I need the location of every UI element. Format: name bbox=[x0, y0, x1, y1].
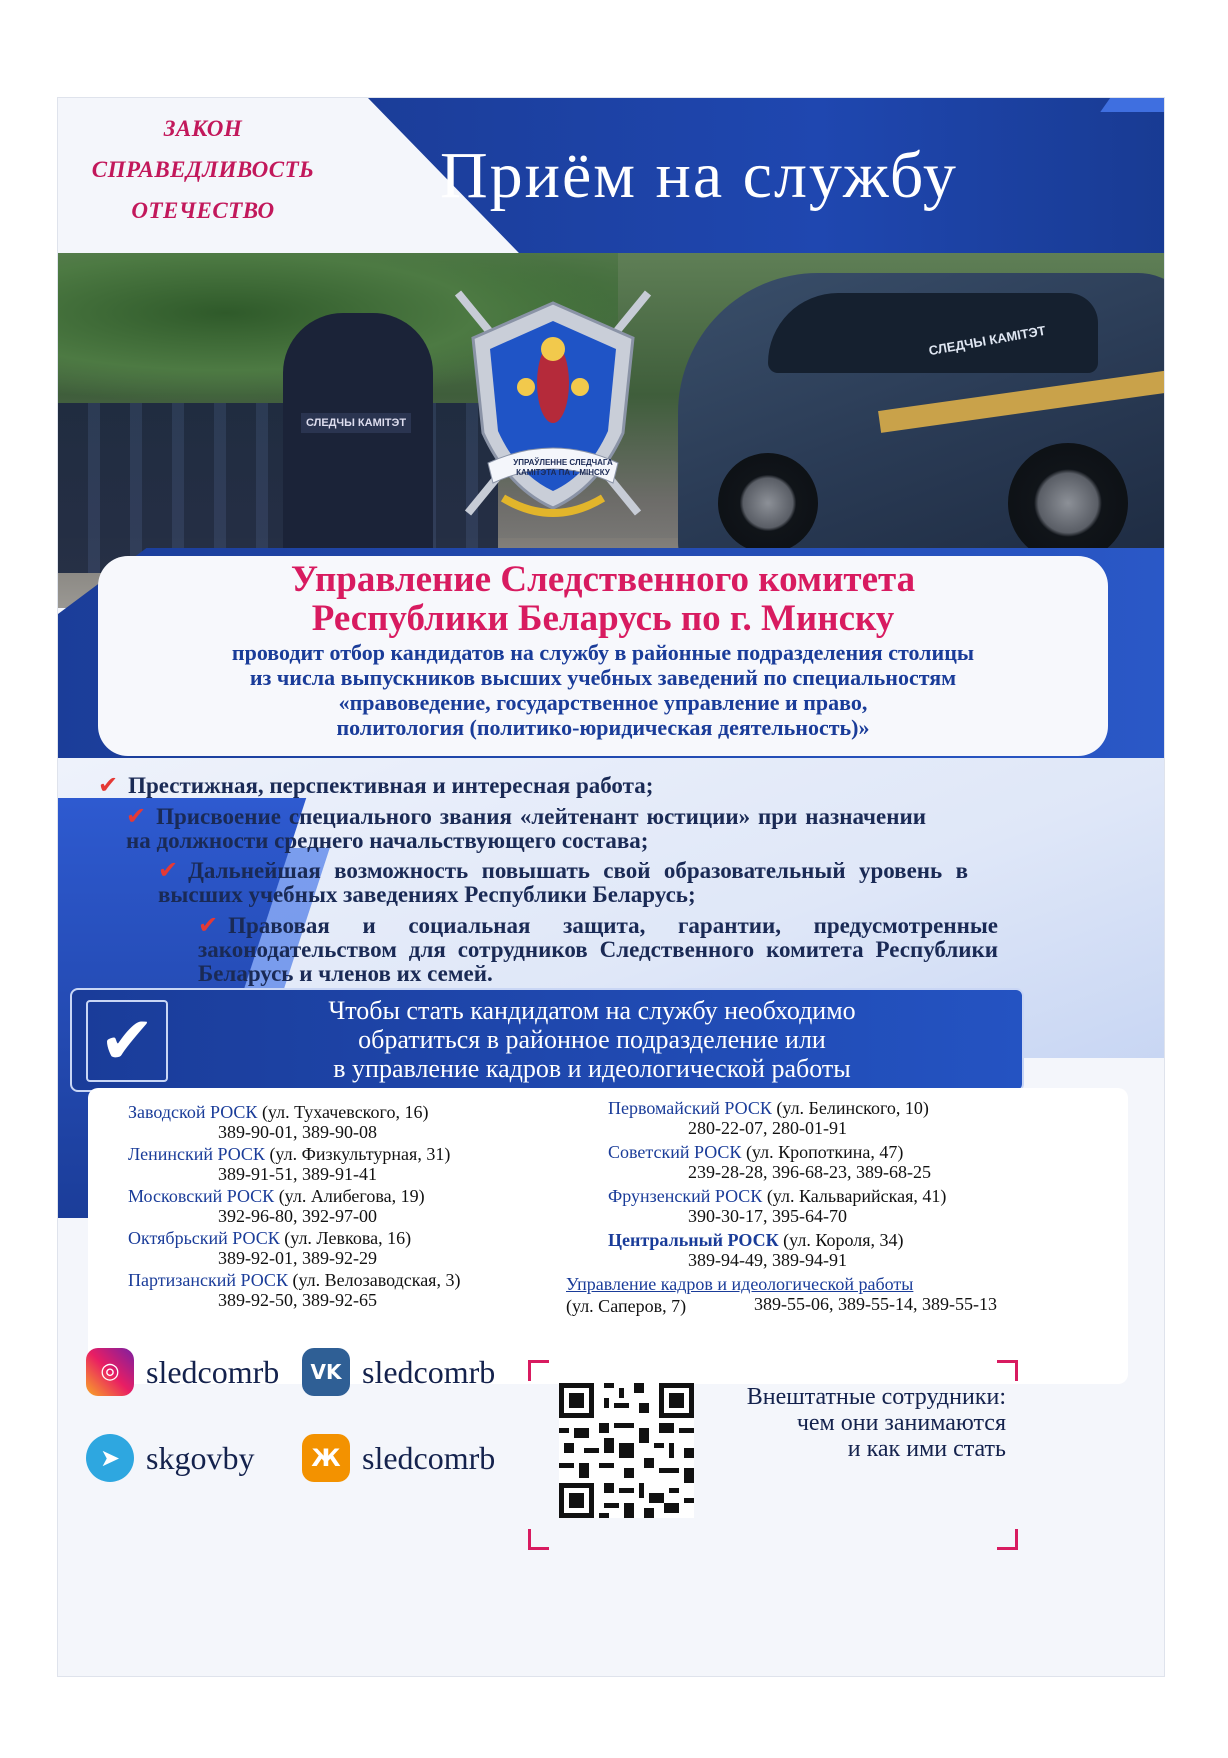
benefit-item: ✔ Правовая и социальная защита, гарантии, предусмотренные законодательством для сотрудников Следственного комитета Республики Беларусь и членов их семей. bbox=[198, 911, 998, 986]
social-label: skgovby bbox=[146, 1439, 255, 1476]
telegram-icon: ➤ bbox=[86, 1434, 134, 1482]
cta-text bbox=[212, 996, 972, 1083]
call-to-action bbox=[70, 988, 1024, 1092]
benefit-item: ✔ Престижная, перспективная и интересная работа; bbox=[98, 771, 654, 799]
agency-name bbox=[98, 560, 1108, 638]
benefit-item: ✔ Присвоение специального звания «лейтенант юстиции» при назначении на должности среднего начальствующего состава; bbox=[126, 802, 926, 853]
office-entry: Ленинский РОСК (ул. Физкультурная, 31) 389-91-51, 389-91-41 bbox=[128, 1144, 451, 1184]
vk-icon: VK bbox=[302, 1348, 350, 1396]
social-vk[interactable] bbox=[302, 1348, 495, 1396]
office-entry: Заводской РОСК (ул. Тухачевского, 16) 389-90-01, 389-90-08 bbox=[128, 1102, 429, 1142]
description-line: из числа выпускников высших учебных заведений по специальностям bbox=[249, 665, 957, 690]
office-entry: Октябрьский РОСК (ул. Левкова, 16) 389-92-01, 389-92-29 bbox=[128, 1228, 412, 1268]
office-entry: Московский РОСК (ул. Алибегова, 19) 392-96-80, 392-97-00 bbox=[128, 1186, 425, 1226]
office-entry: Фрунзенский РОСК (ул. Кальварийская, 41) 390-30-17, 395-64-70 bbox=[608, 1186, 947, 1226]
officer-patch: СЛЕДЧЫ КАМІТЭТ bbox=[301, 413, 411, 433]
checkmark-icon: ✔ bbox=[86, 1000, 168, 1082]
page-title: Приём на службу bbox=[440, 139, 958, 212]
checkmark-icon: ✔ bbox=[198, 911, 219, 939]
qr-caption bbox=[706, 1384, 1006, 1462]
checkmark-icon: ✔ bbox=[126, 802, 147, 830]
checkmark-icon: ✔ bbox=[98, 771, 119, 799]
qr-caption-line: Внештатные сотрудники: bbox=[746, 1384, 1006, 1410]
motto-line: СПРАВЕДЛИВОСТЬ bbox=[91, 157, 315, 182]
car-label: СЛЕДЧЫ КАМІТЭТ bbox=[927, 322, 1047, 359]
odnoklassniki-icon: Ж bbox=[302, 1434, 350, 1482]
saluting-officer bbox=[283, 313, 433, 583]
emblem-ribbon-text: УПРАЎЛЕННЕ СЛЕДЧАГА КАМІТЭТА ПА г. МІНСКУ bbox=[513, 458, 613, 477]
social-telegram[interactable] bbox=[86, 1434, 254, 1482]
poster bbox=[58, 98, 1164, 1676]
motto-line: ЗАКОН bbox=[163, 116, 243, 141]
qr-caption-line: чем они занимаются bbox=[796, 1410, 1006, 1436]
checkmark-icon: ✔ bbox=[158, 856, 179, 884]
cta-line: Чтобы стать кандидатом на службу необходимо bbox=[328, 996, 856, 1025]
cta-line: обратиться в районное подразделение или bbox=[358, 1025, 826, 1054]
social-odnoklassniki[interactable] bbox=[302, 1434, 495, 1482]
motto bbox=[78, 108, 328, 231]
description-line: проводит отбор кандидатов на службу в районные подразделения столицы bbox=[231, 640, 975, 665]
shield-emblem-icon bbox=[448, 283, 658, 533]
description-line: политология (политико-юридическая деятельность)» bbox=[336, 715, 870, 740]
qr-caption-line: и как ими стать bbox=[847, 1436, 1006, 1462]
social-label: sledcomrb bbox=[362, 1353, 496, 1390]
office-entry: Центральный РОСК (ул. Короля, 34) 389-94-49, 389-94-91 bbox=[608, 1230, 904, 1270]
agency-name-line: Республики Беларусь по г. Минску bbox=[311, 598, 895, 639]
benefit-item: ✔ Дальнейшая возможность повышать свой образовательный уровень в высших учебных заведениях Республики Беларусь; bbox=[158, 856, 968, 907]
social-label: sledcomrb bbox=[362, 1439, 496, 1476]
social-label: sledcomrb bbox=[146, 1353, 280, 1390]
social-instagram[interactable] bbox=[86, 1348, 279, 1396]
qr-block bbox=[528, 1360, 1018, 1550]
patrol-car bbox=[678, 273, 1164, 573]
agency-panel bbox=[58, 548, 1164, 778]
agency-name-line: Управление Следственного комитета bbox=[290, 559, 916, 600]
office-entry: Первомайский РОСК (ул. Белинского, 10) 280-22-07, 280-01-91 bbox=[608, 1098, 929, 1138]
hr-office-entry: Управление кадров и идеологической работы 389-55-06, 389-55-14, 389-55-13 (ул. Саперов, 7) bbox=[566, 1274, 997, 1316]
office-entry: Партизанский РОСК (ул. Велозаводская, 3) 389-92-50, 389-92-65 bbox=[128, 1270, 461, 1310]
description-line: «правоведение, государственное управление и право, bbox=[338, 690, 868, 715]
office-entry: Советский РОСК (ул. Кропоткина, 47) 239-28-28, 396-68-23, 389-68-25 bbox=[608, 1142, 931, 1182]
motto-line: ОТЕЧЕСТВО bbox=[131, 198, 275, 223]
instagram-icon: ◎ bbox=[86, 1348, 134, 1396]
qr-code-icon[interactable] bbox=[559, 1383, 694, 1518]
cta-line: в управление кадров и идеологической работы bbox=[333, 1054, 851, 1083]
agency-description bbox=[98, 640, 1108, 740]
